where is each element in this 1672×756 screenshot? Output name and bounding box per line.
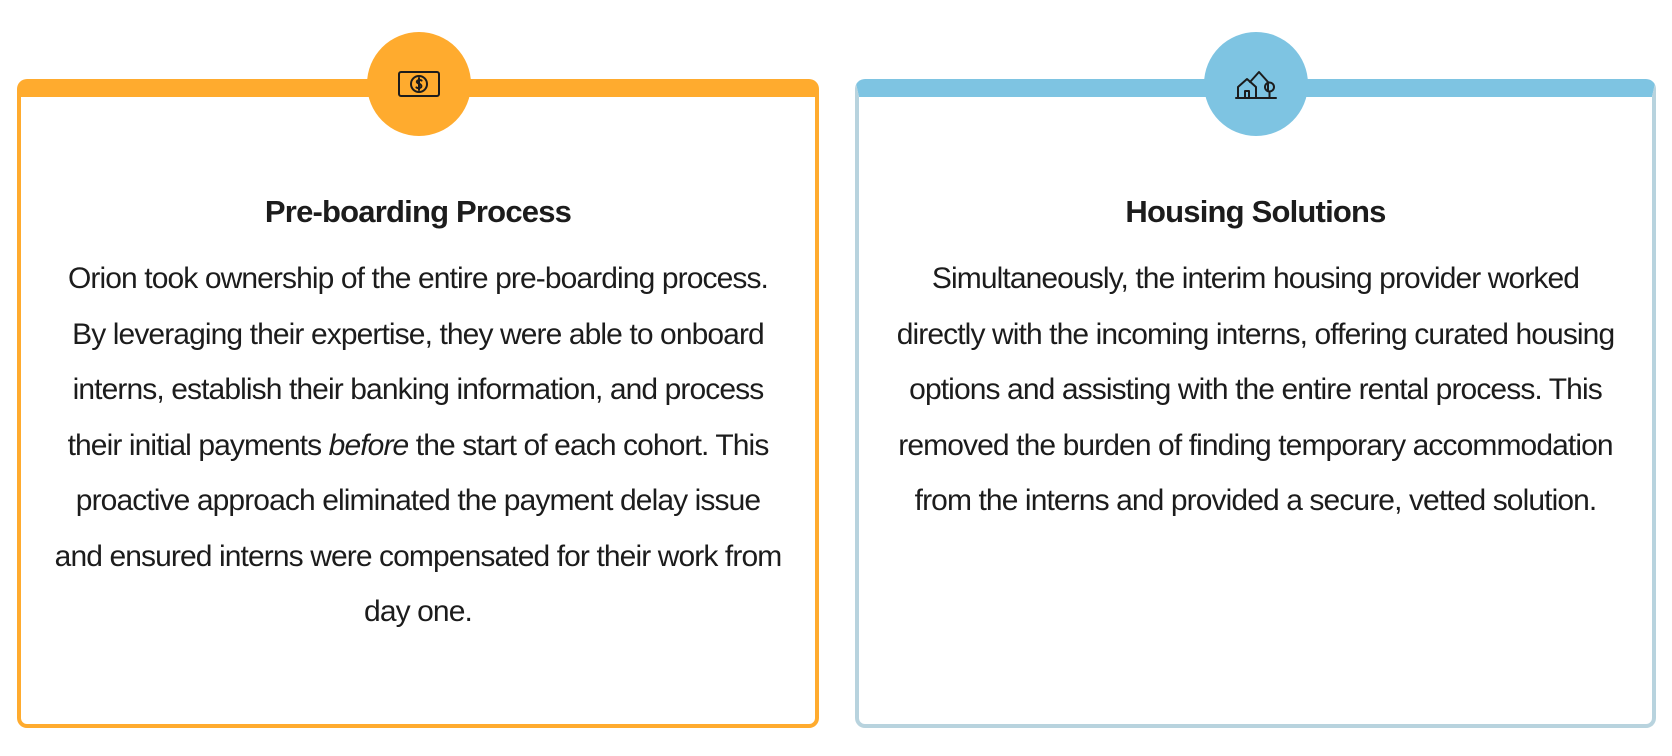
card-title: Housing Solutions [1125, 194, 1386, 229]
card-body-emphasis: before [328, 428, 409, 462]
card-badge [1204, 32, 1308, 136]
card-pre-boarding [17, 79, 819, 728]
houses-icon [1232, 60, 1280, 108]
card-body: Simultaneously, the interim housing provider worked directly with the incoming interns, offering curated housing options and assisting with the entire rental process. This removed the burden of finding temporary accommodation from the interns and provided a secure, vetted solution. [896, 262, 1615, 517]
card-body-lead: Orion took ownership of the entire pre-boarding process. By leveraging their expertise, they were able to onboard interns, establish their banking information, and process their initial payments [67, 262, 768, 462]
card-body [51, 251, 785, 640]
card-body-tail: the start of each cohort. This proactive approach eliminated the payment delay issue and ensured interns were compensated for their work from day one. [54, 428, 782, 628]
card-housing [855, 79, 1656, 728]
dollar-bill-icon [395, 60, 443, 108]
card-title: Pre-boarding Process [264, 194, 572, 229]
card-badge [367, 32, 471, 136]
